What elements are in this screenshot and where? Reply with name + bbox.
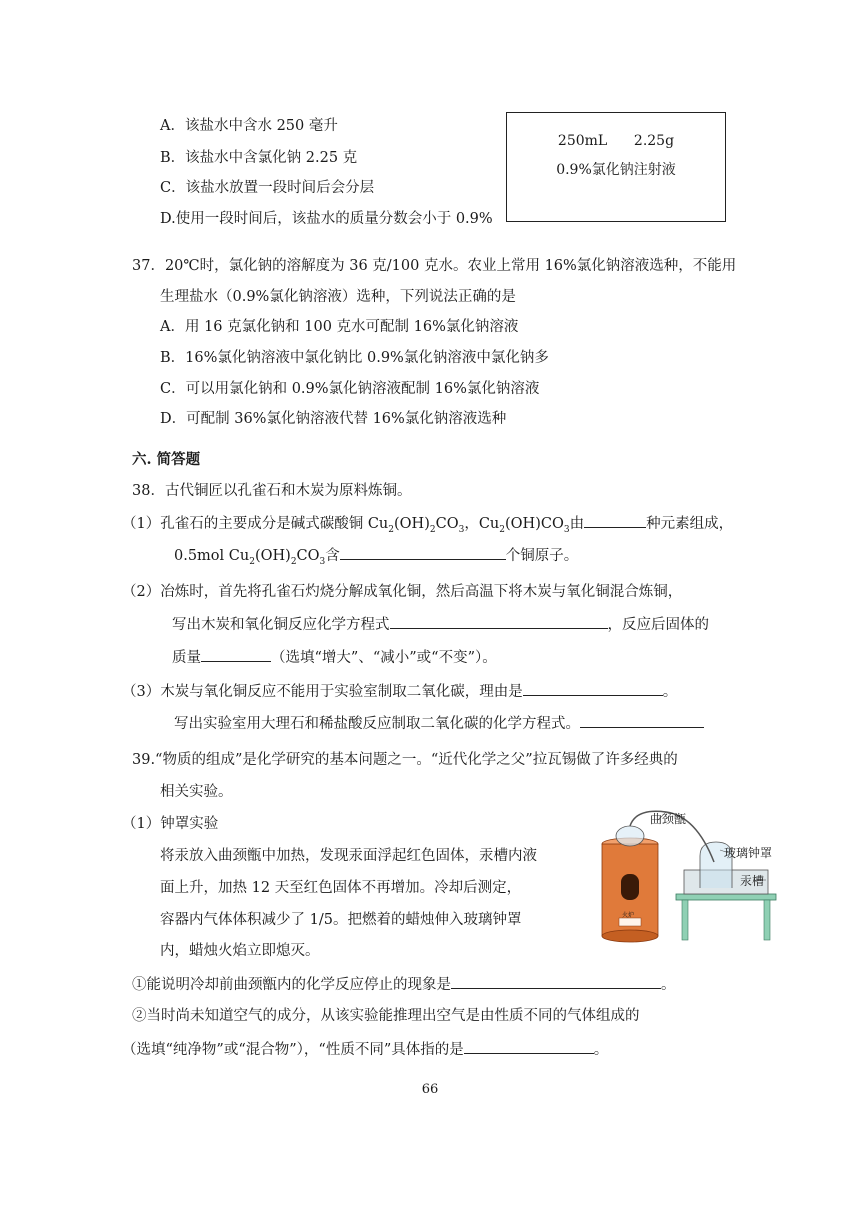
q37-stem-line1: 37．20℃时，氯化钠的溶解度为 36 克/100 克水。农业上常用 16%氯化钠溶液选种，不能用 (132, 258, 737, 274)
q39-question-ii-line2 (122, 1039, 608, 1060)
q38-p1-l2-co: CO (296, 548, 320, 564)
answer-blank-elements[interactable] (584, 513, 646, 528)
label-mercury-trough: 汞槽 (740, 874, 765, 888)
q39-desc-line2: 面上升，加热 12 天至红色固体不再增加。冷却后测定， (160, 880, 522, 896)
saline-label-line1: 250mL 2.25g (557, 133, 675, 149)
q38-p2-l2-a: 写出木炭和氧化铜反应化学方程式 (172, 617, 390, 633)
q38-p1-text-b2: (OH) (505, 516, 541, 532)
sub-2: 2 (388, 524, 395, 535)
q37-option-c: C．可以用氯化钠和 0.9%氯化钠溶液配制 16%氯化钠溶液 (160, 381, 540, 397)
q36-option-d: D.使用一段时间后，该盐水的质量分数会小于 0.9% (160, 211, 493, 227)
answer-blank-property[interactable] (464, 1039, 594, 1054)
answer-blank-co2-equation[interactable] (580, 713, 704, 728)
page-number: 66 (421, 1082, 439, 1097)
q36-option-c: C．该盐水放置一段时间后会分层 (160, 180, 375, 196)
q39-question-i (132, 974, 676, 995)
answer-blank-equation[interactable] (390, 614, 608, 629)
q37-option-d: D．可配制 36%氯化钠溶液代替 16%氯化钠溶液选种 (160, 411, 507, 427)
q39-qi-text: ①能说明冷却前曲颈甑内的化学反应停止的现象是 (132, 977, 451, 993)
q38-p3-l1-b: 。 (662, 684, 678, 700)
q38-p2-l3-a: 质量 (172, 650, 201, 666)
q38-p1-text-f: 种元素组成， (646, 516, 734, 532)
label-retort: 曲颈甑 (650, 812, 687, 826)
q38-part1-line2 (174, 545, 578, 566)
lavoisier-apparatus-figure (596, 806, 788, 952)
sub-2: 2 (429, 524, 436, 535)
answer-blank-copper-atoms[interactable] (340, 545, 506, 560)
q38-part2-line2 (172, 614, 709, 635)
q39-qii-text: （选填“纯净物”或“混合物”），“性质不同”具体指的是 (122, 1042, 464, 1058)
q37-option-a: A．用 16 克氯化钠和 100 克水可配制 16%氯化钠溶液 (160, 319, 519, 335)
q39-stem-line2: 相关实验。 (160, 784, 233, 800)
section-title: 六. 简答题 (132, 451, 201, 468)
sub-2: 2 (499, 524, 505, 535)
furnace-plate (619, 918, 641, 926)
q37-stem-line2: 生理盐水（0.9%氯化钠溶液）选种，下列说法正确的是 (160, 289, 516, 305)
q38-part3-line2 (174, 713, 704, 734)
q39-stem-line1: 39.“物质的组成”是化学研究的基本问题之一。“近代化学之父”拉瓦锡做了许多经典的 (132, 752, 678, 768)
q38-p3-l1-a: （3）木炭与氧化铜反应不能用于实验室制取二氧化碳，理由是 (122, 684, 523, 700)
saline-label-box (506, 112, 726, 222)
q38-p1-text-e: 由 (569, 516, 585, 532)
q38-p1-text-c2: CO (540, 516, 564, 532)
q36-option-b: B．该盐水中含氯化钠 2.25 克 (160, 150, 358, 166)
q38-p1-text-c: CO (435, 516, 459, 532)
q38-p1-l2-a: 0.5mol Cu (174, 548, 250, 564)
q38-p1-l2-oh: (OH) (254, 548, 291, 564)
q38-p1-text-b: (OH) (394, 516, 430, 532)
furnace-door (621, 874, 639, 900)
answer-blank-phenomenon[interactable] (451, 974, 661, 989)
q39-desc-line3: 容器内气体体积减少了 1/5。把燃着的蜡烛伸入玻璃钟罩 (160, 912, 522, 928)
q38-part2-line3 (172, 647, 497, 668)
q39-qi-end: 。 (661, 977, 676, 993)
q38-stem: 38．古代铜匠以孔雀石和木炭为原料炼铜。 (132, 483, 412, 499)
label-bell-jar: 玻璃钟罩 (724, 846, 773, 860)
sub-3: 3 (458, 524, 465, 535)
q38-part3-line1 (122, 681, 677, 702)
q39-question-ii-line1: ②当时尚未知道空气的成分，从该实验能推理出空气是由性质不同的气体组成的 (132, 1008, 640, 1024)
furnace-base (602, 930, 658, 942)
q38-p2-l3-b: （选填“增大”、“减小”或“不变”）。 (271, 650, 497, 666)
sub-3: 3 (563, 524, 570, 535)
q38-p1-l2-c: 个铜原子。 (505, 548, 579, 564)
label-furnace: 火炉 (622, 912, 635, 919)
q38-p3-l2-text: 写出实验室用大理石和稀盐酸反应制取二氧化碳的化学方程式。 (174, 716, 580, 732)
q38-part1-line1 (122, 513, 733, 534)
q38-part2-line1: （2）冶炼时，首先将孔雀石灼烧分解成氧化铜，然后高温下将木炭与氧化铜混合炼铜， (122, 584, 683, 600)
q39-part1-title: （1）钟罩实验 (122, 816, 219, 832)
q39-desc-line1: 将汞放入曲颈甑中加热，发现汞面浮起红色固体，汞槽内液 (160, 848, 537, 864)
answer-blank-mass[interactable] (201, 647, 271, 662)
table-leg (682, 900, 688, 940)
q39-desc-line4: 内，蜡烛火焰立即熄灭。 (160, 943, 320, 959)
saline-label-line2: 0.9%氯化钠注射液 (556, 162, 676, 178)
q38-p2-l2-b: ，反应后固体的 (607, 617, 709, 633)
sub-2: 2 (290, 556, 297, 567)
q37-option-b: B．16%氯化钠溶液中氯化钠比 0.9%氯化钠溶液中氯化钠多 (160, 350, 549, 366)
table-leg (764, 900, 770, 940)
sub-3: 3 (319, 556, 326, 567)
retort-bulb (616, 826, 644, 846)
answer-blank-reason[interactable] (523, 681, 663, 696)
q39-qii-end: 。 (593, 1042, 609, 1058)
q38-p1-text-d: ，Cu (464, 516, 500, 532)
q38-p1-l2-b: 含 (325, 548, 340, 564)
q38-p1-text-a: （1）孔雀石的主要成分是碱式碳酸铜 Cu (122, 516, 389, 532)
q36-option-a: A．该盐水中含水 250 毫升 (160, 118, 338, 134)
sub-2: 2 (249, 556, 255, 567)
table-top (676, 894, 776, 900)
